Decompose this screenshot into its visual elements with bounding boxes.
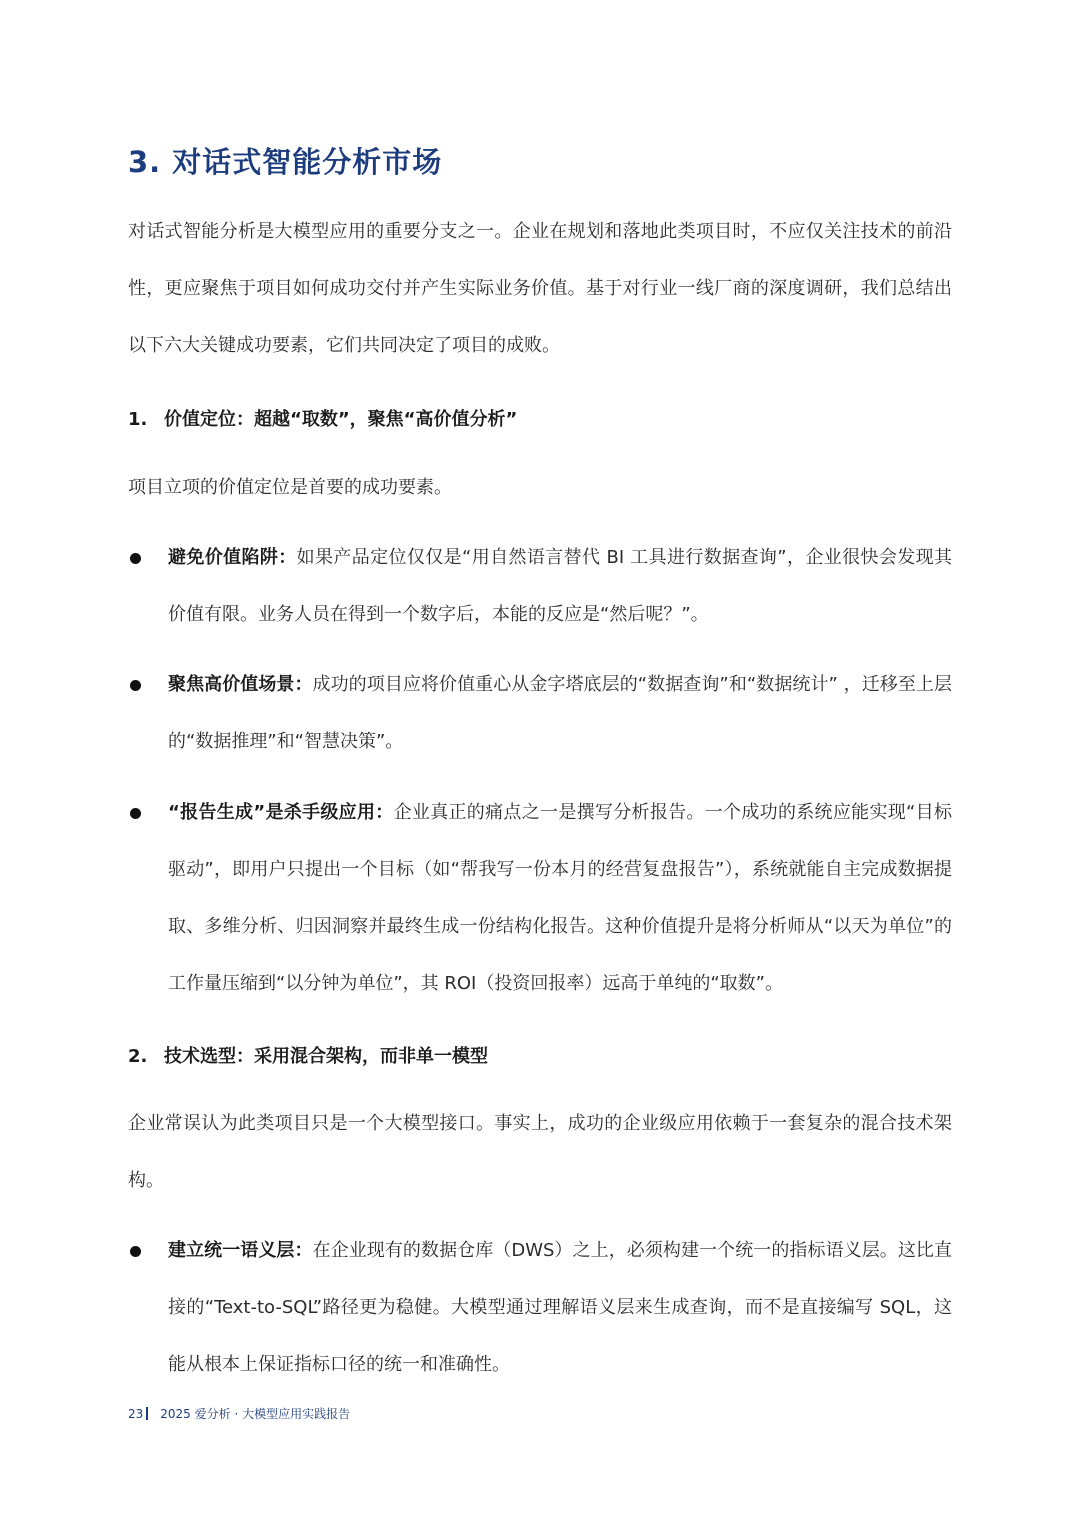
- list-item-body: [168, 784, 952, 1012]
- list-item-label: “报告生成”是杀手级应用：: [168, 802, 394, 823]
- list-item-body: [168, 656, 952, 770]
- subheading-number: 2.: [128, 1046, 148, 1067]
- subheading-tech-selection: [128, 1042, 488, 1068]
- subheading-number: 1.: [128, 409, 148, 430]
- list-item-text: 如果产品定位仅仅是“用自然语言替代 BI 工具进行数据查询”，企业很快会发现其价值有限。业务人员在得到一个数字后，本能的反应是“然后呢？”。: [168, 547, 953, 625]
- page-number: 23: [128, 1407, 144, 1421]
- list-item-text: 成功的项目应将价值重心从金字塔底层的“数据查询”和“数据统计” ，迁移至上层的“数据推理”和“智慧决策”。: [168, 674, 952, 752]
- bullet-dot-icon: [130, 808, 141, 819]
- list-item-body: [168, 1222, 952, 1393]
- list-item-label: 建立统一语义层：: [168, 1240, 313, 1261]
- list-item-text: 企业真正的痛点之一是撰写分析报告。一个成功的系统应能实现“目标驱动”，即用户只提出一个目标（如“帮我写一份本月的经营复盘报告”），系统就能自主完成数据提取、多维分析、归因洞察并最终生成一份结构化报告。这种价值提升是将分析师从“以天为单位”的工作量压缩到“以分钟为单位”，其 ROI（投资回报率）远高于单纯的“取数”。: [168, 802, 952, 994]
- bullet-dot-icon: [130, 680, 141, 691]
- subheading-text: 价值定位：超越“取数”，聚焦“高价值分析”: [164, 409, 518, 430]
- list-item-report-generation: [128, 784, 952, 1012]
- list-item-semantic-layer: [128, 1222, 952, 1393]
- bullet-dot-icon: [130, 1246, 141, 1257]
- list-item-body: [168, 529, 952, 643]
- section-title: 3. 对话式智能分析市场: [128, 145, 443, 179]
- footer-divider: [146, 1407, 148, 1420]
- list-item-label: 避免价值陷阱：: [168, 547, 297, 568]
- subheading-text: 技术选型：采用混合架构，而非单一模型: [164, 1046, 488, 1067]
- list-item-avoid-value-trap: [128, 529, 952, 643]
- section-intro: 对话式智能分析是大模型应用的重要分支之一。企业在规划和落地此类项目时，不应仅关注技术的前沿性，更应聚焦于项目如何成功交付并产生实际业务价值。基于对行业一线厂商的深度调研，我们总结出以下六大关键成功要素，它们共同决定了项目的成败。: [128, 221, 952, 356]
- page-footer: [128, 1405, 350, 1422]
- bullet-dot-icon: [130, 553, 141, 564]
- value-positioning-lead: 项目立项的价值定位是首要的成功要素。: [128, 477, 452, 498]
- list-item-label: 聚焦高价值场景：: [168, 674, 313, 695]
- subheading-value-positioning: [128, 405, 517, 431]
- list-item-focus-high-value: [128, 656, 952, 770]
- list-item-text: 在企业现有的数据仓库（DWS）之上，必须构建一个统一的指标语义层。这比直接的“Text-to-SQL”路径更为稳健。大模型通过理解语义层来生成查询，而不是直接编写 SQL，这能从根本上保证指标口径的统一和准确性。: [168, 1240, 952, 1375]
- tech-selection-lead: 企业常误认为此类项目只是一个大模型接口。事实上，成功的企业级应用依赖于一套复杂的混合技术架构。: [128, 1113, 952, 1191]
- report-title: 2025 爱分析 · 大模型应用实践报告: [160, 1407, 351, 1421]
